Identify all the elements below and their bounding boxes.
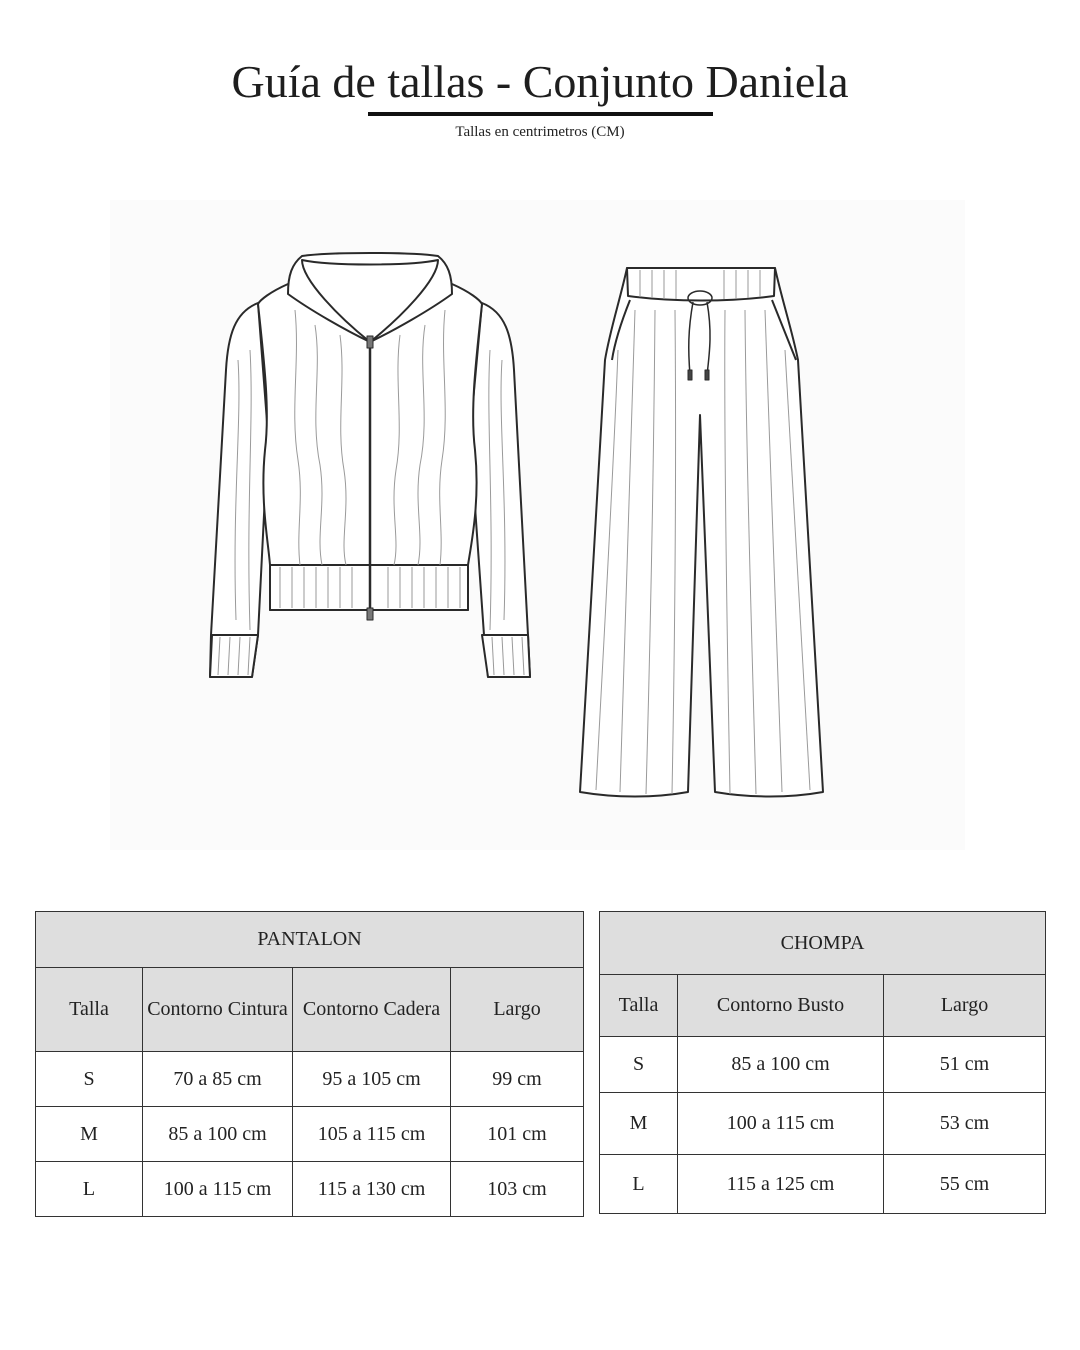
drawstring-pants-sketch xyxy=(580,268,823,797)
table-row xyxy=(600,1037,1046,1093)
table-cell: 115 a 130 cm xyxy=(293,1162,451,1217)
table-cell: 53 cm xyxy=(884,1093,1046,1155)
pantalon-table-title: PANTALON xyxy=(36,912,584,968)
table-cell: L xyxy=(36,1162,143,1217)
hoodie-jacket-sketch xyxy=(210,253,530,677)
pantalon-header-largo: Largo xyxy=(451,968,584,1052)
table-cell: 100 a 115 cm xyxy=(678,1093,884,1155)
garment-illustration xyxy=(110,200,965,850)
page-subtitle: Tallas en centrimetros (CM) xyxy=(455,124,625,140)
table-row xyxy=(600,1155,1046,1214)
table-cell: 105 a 115 cm xyxy=(293,1107,451,1162)
table-cell: S xyxy=(36,1052,143,1107)
table-cell: 95 a 105 cm xyxy=(293,1052,451,1107)
table-row xyxy=(36,1162,584,1217)
table-row xyxy=(36,1052,584,1107)
table-row xyxy=(36,1107,584,1162)
pantalon-header-talla: Talla xyxy=(36,968,143,1052)
pantalon-header-cadera: Contorno Cadera xyxy=(293,968,451,1052)
table-cell: 85 a 100 cm xyxy=(143,1107,293,1162)
table-cell: M xyxy=(600,1093,678,1155)
table-cell: 103 cm xyxy=(451,1162,584,1217)
table-cell: 70 a 85 cm xyxy=(143,1052,293,1107)
table-cell: 115 a 125 cm xyxy=(678,1155,884,1214)
chompa-table-title: CHOMPA xyxy=(600,912,1046,975)
chompa-header-talla: Talla xyxy=(600,975,678,1037)
chompa-size-table xyxy=(599,911,1046,1214)
table-cell: 55 cm xyxy=(884,1155,1046,1214)
table-row xyxy=(600,1093,1046,1155)
table-cell: 99 cm xyxy=(451,1052,584,1107)
title-underline xyxy=(368,112,713,116)
pantalon-size-table xyxy=(35,911,584,1217)
table-cell: 85 a 100 cm xyxy=(678,1037,884,1093)
chompa-header-busto: Contorno Busto xyxy=(678,975,884,1037)
table-cell: 51 cm xyxy=(884,1037,1046,1093)
table-cell: 100 a 115 cm xyxy=(143,1162,293,1217)
table-cell: 101 cm xyxy=(451,1107,584,1162)
table-cell: S xyxy=(600,1037,678,1093)
table-cell: L xyxy=(600,1155,678,1214)
pantalon-header-cintura: Contorno Cintura xyxy=(143,968,293,1052)
table-cell: M xyxy=(36,1107,143,1162)
page-title: Guía de tallas - Conjunto Daniela xyxy=(231,56,849,107)
chompa-header-largo: Largo xyxy=(884,975,1046,1037)
